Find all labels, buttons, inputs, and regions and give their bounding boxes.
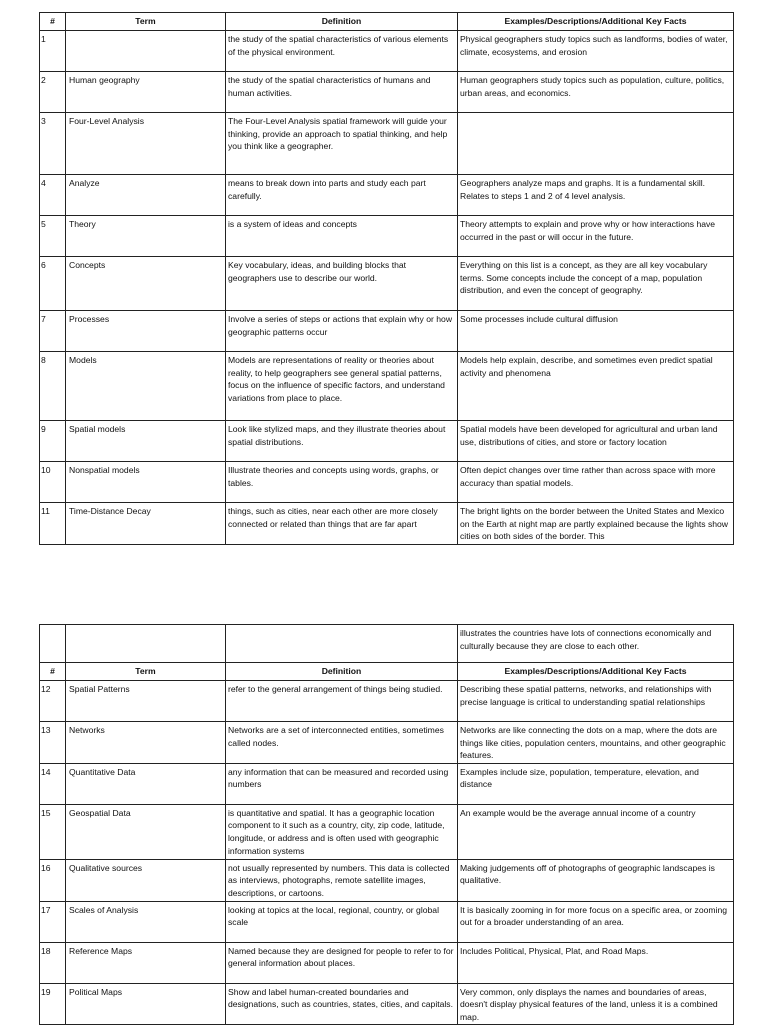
- examples-cell: Often depict changes over time rather than across space with more accuracy than spatial models.: [458, 462, 734, 503]
- table-row: [40, 942, 734, 983]
- num-cell: 12: [40, 681, 66, 722]
- num-cell: 19: [40, 983, 66, 1025]
- definition-cell: Networks are a set of interconnected entities, sometimes called nodes.: [226, 722, 458, 764]
- term-cell: Quantitative Data: [66, 763, 226, 804]
- num-cell: 10: [40, 462, 66, 503]
- continuation-num-cell: [40, 625, 66, 663]
- table-row: [40, 722, 734, 764]
- header-row: [40, 663, 734, 681]
- definition-cell: Models are representations of reality or theories about reality, to help geographers see general spatial patterns, focus on the influence of specific factors, and understand variations from place to place.: [226, 352, 458, 421]
- num-cell: 3: [40, 113, 66, 175]
- definition-cell: the study of the spatial characteristics of various elements of the physical environment.: [226, 31, 458, 72]
- num-cell: 1: [40, 31, 66, 72]
- term-cell: Networks: [66, 722, 226, 764]
- table-row: [40, 983, 734, 1025]
- term-cell: Geospatial Data: [66, 804, 226, 859]
- continuation-examples-cell: illustrates the countries have lots of connections economically and culturally because they are close to each other.: [458, 625, 734, 663]
- examples-cell: An example would be the average annual income of a country: [458, 804, 734, 859]
- examples-cell: Physical geographers study topics such as landforms, bodies of water, climate, ecosystems, and erosion: [458, 31, 734, 72]
- header-num: #: [40, 13, 66, 31]
- num-cell: 13: [40, 722, 66, 764]
- header-definition: Definition: [226, 663, 458, 681]
- definition-cell: looking at topics at the local, regional, country, or global scale: [226, 901, 458, 942]
- examples-cell: The bright lights on the border between the United States and Mexico on the Earth at night map are partly explained because the lights show cities on both sides of the border. This: [458, 503, 734, 545]
- num-cell: 8: [40, 352, 66, 421]
- definition-cell: is quantitative and spatial. It has a geographic location component to it such as a country, city, zip code, latitude, longitude, or address and is often used with geographic information systems: [226, 804, 458, 859]
- num-cell: 11: [40, 503, 66, 545]
- header-examples: Examples/Descriptions/Additional Key Facts: [458, 663, 734, 681]
- table-row: [40, 503, 734, 545]
- num-cell: 7: [40, 311, 66, 352]
- examples-cell: [458, 113, 734, 175]
- term-cell: [66, 31, 226, 72]
- num-cell: 15: [40, 804, 66, 859]
- header-examples: Examples/Descriptions/Additional Key Facts: [458, 13, 734, 31]
- term-cell: Qualitative sources: [66, 859, 226, 901]
- examples-cell: Geographers analyze maps and graphs. It is a fundamental skill. Relates to steps 1 and 2 of 4 level analysis.: [458, 175, 734, 216]
- definition-cell: is a system of ideas and concepts: [226, 216, 458, 257]
- definition-cell: not usually represented by numbers. This data is collected as interviews, photographs, remote satellite images, descriptions, or cartoons.: [226, 859, 458, 901]
- table-row: [40, 311, 734, 352]
- term-cell: Spatial Patterns: [66, 681, 226, 722]
- table-row: [40, 113, 734, 175]
- definition-cell: Involve a series of steps or actions that explain why or how geographic patterns occur: [226, 311, 458, 352]
- examples-cell: Some processes include cultural diffusion: [458, 311, 734, 352]
- definition-cell: Key vocabulary, ideas, and building blocks that geographers use to describe our world.: [226, 257, 458, 311]
- term-cell: Models: [66, 352, 226, 421]
- table-row: [40, 859, 734, 901]
- term-cell: Time-Distance Decay: [66, 503, 226, 545]
- num-cell: 14: [40, 763, 66, 804]
- definition-cell: refer to the general arrangement of things being studied.: [226, 681, 458, 722]
- header-row: [40, 13, 734, 31]
- term-cell: Analyze: [66, 175, 226, 216]
- examples-cell: Examples include size, population, temperature, elevation, and distance: [458, 763, 734, 804]
- term-cell: Nonspatial models: [66, 462, 226, 503]
- examples-cell: Everything on this list is a concept, as they are all key vocabulary terms. Some concepts include the concept of a map, population distribution, and even the concept of geography.: [458, 257, 734, 311]
- term-cell: Four-Level Analysis: [66, 113, 226, 175]
- num-cell: 16: [40, 859, 66, 901]
- table-row: [40, 804, 734, 859]
- examples-cell: Theory attempts to explain and prove why or how interactions have occurred in the past or will occur in the future.: [458, 216, 734, 257]
- num-cell: 18: [40, 942, 66, 983]
- table-row: [40, 421, 734, 462]
- examples-cell: Making judgements off of photographs of geographic landscapes is qualitative.: [458, 859, 734, 901]
- num-cell: 6: [40, 257, 66, 311]
- examples-cell: It is basically zooming in for more focus on a specific area, or zooming out for a broader understanding of an area.: [458, 901, 734, 942]
- definition-cell: any information that can be measured and recorded using numbers: [226, 763, 458, 804]
- num-cell: 2: [40, 72, 66, 113]
- table-row: [40, 257, 734, 311]
- continuation-term-cell: [66, 625, 226, 663]
- definition-cell: Look like stylized maps, and they illustrate theories about spatial distributions.: [226, 421, 458, 462]
- examples-cell: Describing these spatial patterns, networks, and relationships with precise language is critical to understanding spatial relationships: [458, 681, 734, 722]
- examples-cell: Very common, only displays the names and boundaries of areas, doesn't display physical features of the land, unless it is a combined map.: [458, 983, 734, 1025]
- definition-cell: things, such as cities, near each other are more closely connected or related than things that are far apart: [226, 503, 458, 545]
- examples-cell: Models help explain, describe, and sometimes even predict spatial activity and phenomena: [458, 352, 734, 421]
- table-row: [40, 763, 734, 804]
- definition-cell: means to break down into parts and study each part carefully.: [226, 175, 458, 216]
- term-cell: Reference Maps: [66, 942, 226, 983]
- table-row: [40, 175, 734, 216]
- term-cell: Spatial models: [66, 421, 226, 462]
- examples-cell: Includes Political, Physical, Plat, and Road Maps.: [458, 942, 734, 983]
- term-cell: Political Maps: [66, 983, 226, 1025]
- header-num: #: [40, 663, 66, 681]
- header-term: Term: [66, 13, 226, 31]
- vocabulary-table-2: [39, 624, 734, 1025]
- table-row: [40, 31, 734, 72]
- continuation-definition-cell: [226, 625, 458, 663]
- term-cell: Concepts: [66, 257, 226, 311]
- num-cell: 5: [40, 216, 66, 257]
- definition-cell: The Four-Level Analysis spatial framework will guide your thinking, provide an approach to spatial thinking, and help you think like a geographer.: [226, 113, 458, 175]
- definition-cell: Show and label human-created boundaries and designations, such as countries, states, cities, and capitals.: [226, 983, 458, 1025]
- table-row: [40, 72, 734, 113]
- header-definition: Definition: [226, 13, 458, 31]
- definition-cell: Illustrate theories and concepts using words, graphs, or tables.: [226, 462, 458, 503]
- definition-cell: the study of the spatial characteristics of humans and human activities.: [226, 72, 458, 113]
- term-cell: Processes: [66, 311, 226, 352]
- table-row: [40, 681, 734, 722]
- vocabulary-table-1: [39, 12, 734, 545]
- continuation-row: [40, 625, 734, 663]
- num-cell: 17: [40, 901, 66, 942]
- table-row: [40, 216, 734, 257]
- examples-cell: Human geographers study topics such as population, culture, politics, urban areas, and economics.: [458, 72, 734, 113]
- table-row: [40, 352, 734, 421]
- term-cell: Theory: [66, 216, 226, 257]
- table-row: [40, 462, 734, 503]
- num-cell: 9: [40, 421, 66, 462]
- examples-cell: Spatial models have been developed for agricultural and urban land use, distributions of cities, and store or factory location: [458, 421, 734, 462]
- term-cell: Human geography: [66, 72, 226, 113]
- table-row: [40, 901, 734, 942]
- definition-cell: Named because they are designed for people to refer to for general information about places.: [226, 942, 458, 983]
- num-cell: 4: [40, 175, 66, 216]
- examples-cell: Networks are like connecting the dots on a map, where the dots are things like cities, population centers, mountains, and other geographic features.: [458, 722, 734, 764]
- header-term: Term: [66, 663, 226, 681]
- term-cell: Scales of Analysis: [66, 901, 226, 942]
